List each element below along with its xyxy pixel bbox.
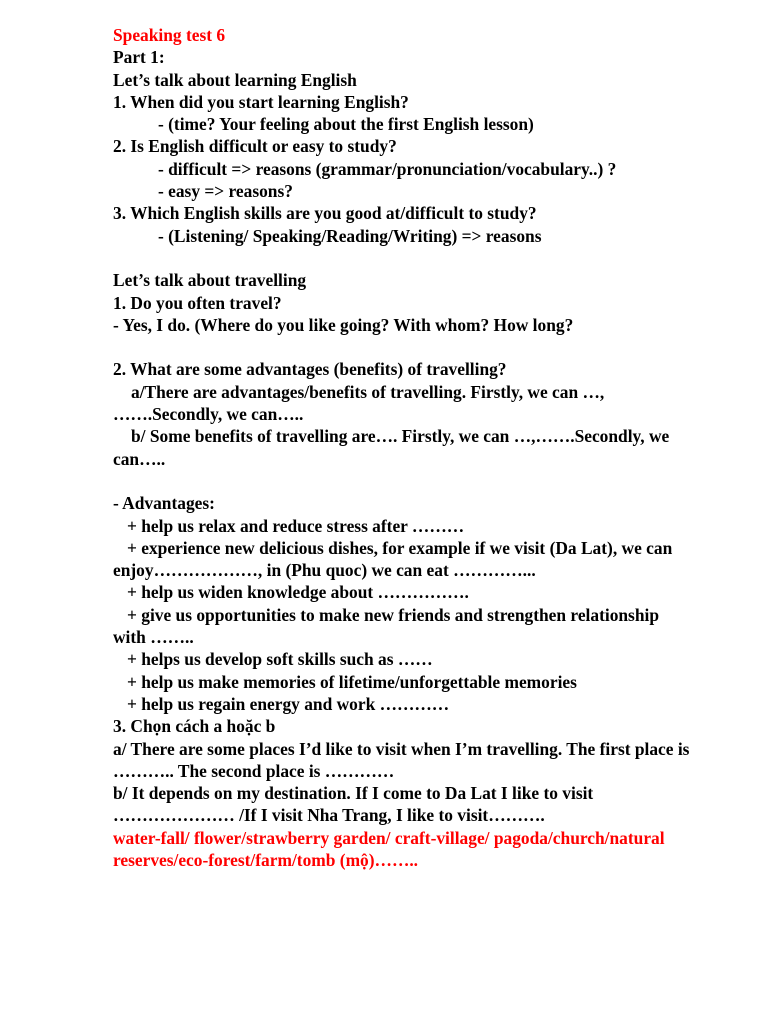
part-label: Part 1: <box>113 47 165 68</box>
advantage-item-dishes-line2: enjoy………………, in (Phu quoc) we can eat …………... <box>113 560 536 581</box>
question-3-option-b-line2: ………………… /If I visit Nha Trang, I like to visit………. <box>113 805 545 826</box>
advantage-item-knowledge: + help us widen knowledge about ……………. <box>127 582 469 603</box>
question-3-option-a-line1: a/ There are some places I’d like to visit when I’m travelling. The first place is <box>113 738 690 759</box>
blank-line <box>113 336 753 358</box>
advantage-item-friends-line1: + give us opportunities to make new friends and strengthen relationship <box>127 604 660 625</box>
question-2-learning: 2. Is English difficult or easy to study? <box>113 136 397 157</box>
advantage-item-dishes-line1: + experience new delicious dishes, for example if we visit (Da Lat), we can <box>127 537 673 558</box>
answer-option-b-line2: can….. <box>113 448 166 469</box>
question-3-learning: 3. Which English skills are you good at/difficult to study? <box>113 203 537 224</box>
answer-option-a-line2: …….Secondly, we can….. <box>113 404 304 425</box>
question-3-hint: - (Listening/ Speaking/Reading/Writing) => reasons <box>158 225 542 246</box>
question-3-travel: 3. Chọn cách a hoặc b <box>113 716 276 737</box>
question-1-travel-answer: - Yes, I do. (Where do you like going? With whom? How long? <box>113 314 574 335</box>
question-1-hint: - (time? Your feeling about the first English lesson) <box>158 114 534 135</box>
blank-line <box>113 470 753 492</box>
advantage-item-soft-skills: + helps us develop soft skills such as …… <box>127 649 433 670</box>
advantages-label: - Advantages: <box>113 493 215 514</box>
advantage-item-energy: + help us regain energy and work ………… <box>127 693 450 714</box>
places-vocabulary-line2: reserves/eco-forest/farm/tomb (mộ)…….. <box>113 849 419 870</box>
document-title: Speaking test 6 <box>113 25 226 45</box>
answer-option-b-line1: b/ Some benefits of travelling are…. Firstly, we can …,…….Secondly, we <box>131 426 670 447</box>
section-heading-travelling: Let’s talk about travelling <box>113 270 307 291</box>
question-1-travel: 1. Do you often travel? <box>113 292 282 313</box>
answer-option-a-line1: a/There are advantages/benefits of travelling. Firstly, we can …, <box>131 381 605 402</box>
question-2-hint-difficult: - difficult => reasons (grammar/pronunciation/vocabulary..) ? <box>158 158 617 179</box>
section-heading-learning-english: Let’s talk about learning English <box>113 69 357 90</box>
places-vocabulary-line1: water-fall/ flower/strawberry garden/ craft-village/ pagoda/church/natural <box>113 827 665 848</box>
advantage-item-friends-line2: with …….. <box>113 627 194 648</box>
question-3-option-b-line1: b/ It depends on my destination. If I come to Da Lat I like to visit <box>113 783 594 804</box>
question-2-travel: 2. What are some advantages (benefits) of travelling? <box>113 359 507 380</box>
advantage-item-memories: + help us make memories of lifetime/unforgettable memories <box>127 671 577 692</box>
question-1-learning: 1. When did you start learning English? <box>113 91 409 112</box>
question-2-hint-easy: - easy => reasons? <box>158 181 293 202</box>
document-body <box>113 24 753 871</box>
advantage-item-relax: + help us relax and reduce stress after ……… <box>127 515 465 536</box>
question-3-option-a-line2: ……….. The second place is ………… <box>113 760 395 781</box>
blank-line <box>113 247 753 269</box>
